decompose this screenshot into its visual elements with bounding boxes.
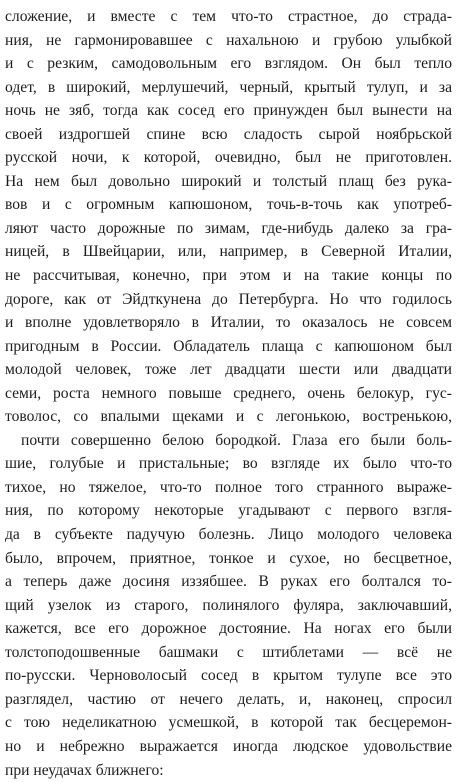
text-line: вов и с огромным капюшоном, точь-в-точь как употреб- — [5, 193, 452, 217]
text-line: одет, в широкий, мерлушечий, черный, крытый тулуп, и за — [5, 76, 452, 100]
text-line: товолос, со впалыми щеками и с легонькою, востренькою, — [5, 405, 452, 429]
text-line: ляют часто дорожные по зимам, где-нибудь далеко за гра- — [5, 217, 452, 241]
text-line: да в субъекте падучую болезнь. Лицо молодого человека — [5, 523, 452, 547]
text-line: и вполне удовлетворяло в Италии, то оказалось не совсем — [5, 311, 452, 335]
text-line: было, впрочем, приятное, тонкое и сухое, но бесцветное, — [5, 547, 452, 571]
text-line: а теперь даже досиня иззябшее. В руках его болтался то- — [5, 570, 452, 594]
text-line: На нем был довольно широкий и толстый плащ без рука- — [5, 170, 452, 194]
text-line: и с резким, самодовольным его взглядом. Он был тепло — [5, 52, 452, 76]
text-line: кажется, все его дорожное достояние. На ногах его были — [5, 617, 452, 641]
text-line: с тою неделикатною усмешкой, в которой так бесцеремон- — [5, 711, 452, 735]
text-line: молодой человек, тоже лет двадцати шести или двадцати — [5, 358, 452, 382]
text-line: не рассчитывая, конечно, при этом и на такие концы по — [5, 264, 452, 288]
text-line: тихое, но тяжелое, что-то полное того странного выраже- — [5, 476, 452, 500]
text-line: по-русски. Черноволосый сосед в крытом тулупе все это — [5, 664, 452, 688]
text-line: дороге, как от Эйдткунена до Петербурга. Но что годилось — [5, 288, 452, 312]
text-line: толстоподошвенные башмаки с штиблетами — всё не — [5, 641, 452, 665]
text-line: почти совершенно белою бородкой. Глаза его были боль- — [5, 429, 452, 453]
text-line: сложение, и вместе с тем что-то страстное, до страда- — [5, 5, 452, 29]
text-line: ния, по которому некоторые угадывают с первого взгля- — [5, 499, 452, 523]
text-line: ницей, в Швейцарии, или, например, в Северной Италии, — [5, 240, 452, 264]
text-line: щий узелок из старого, полинялого фуляра, заключавший, — [5, 594, 452, 618]
text-line: пригодным в России. Обладатель плаща с капюшоном был — [5, 335, 452, 359]
text-line: своей издрогшей спине всю сладость сырой ноябрьской — [5, 123, 452, 147]
text-line: ночь не зяб, тогда как сосед его принужден был вынести на — [5, 99, 452, 123]
text-line: русской ночи, к которой, очевидно, был не приготовлен. — [5, 146, 452, 170]
text-line: разглядел, частию от нечего делать, и, наконец, спросил — [5, 688, 452, 712]
document-page — [5, 5, 452, 782]
text-line: но и небрежно выражается иногда людское удовольствие — [5, 735, 452, 759]
text-line: шие, голубые и пристальные; во взгляде их было что-то — [5, 452, 452, 476]
text-line: ния, не гармонировавшее с нахальною и грубою улыбкой — [5, 29, 452, 53]
text-line: семи, роста немного повыше среднего, очень белокур, гус- — [5, 382, 452, 406]
text-line: при неудачах ближнего: — [5, 759, 452, 782]
